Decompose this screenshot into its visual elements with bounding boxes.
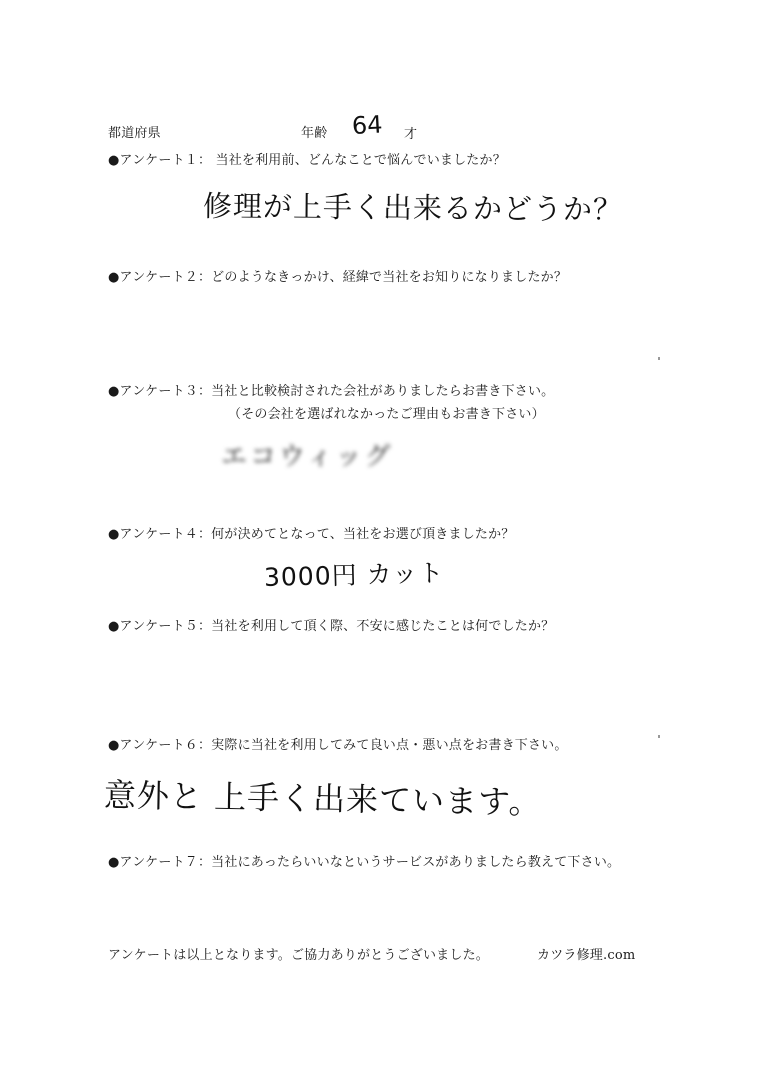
age-value: 64 [351,110,384,140]
age-label: 年齢 [301,126,328,141]
question-1-label: ●アンケート１： 当社を利用前、どんなことで悩んでいましたか？ [108,153,506,168]
footer-thanks: アンケートは以上となります。ご協力ありがとうございました。 [108,948,489,963]
answer-4: 3000円 カット [263,558,445,592]
scan-speck [658,357,660,360]
question-3-subnote: （その会社を選ばれなかったご理由もお書き下さい） [228,407,545,422]
question-2-label: ●アンケート２：どのようなきっかけ、経緯で当社をお知りになりましたか？ [108,270,568,285]
answer-1: 修理が上手く出来るかどうか？ [202,189,624,227]
prefecture-label: 都道府県 [108,126,161,141]
question-3-label: ●アンケート３：当社と比較検討された会社がありましたらお書き下さい。 [108,384,555,399]
age-suffix: 才 [404,127,418,142]
answer-6: 意外と 上手く出来ています。 [103,776,542,822]
footer-brand: カツラ修理.com [537,948,636,963]
question-6-label: ●アンケート６：実際に当社を利用してみて良い点・悪い点をお書き下さい。 [108,738,568,753]
scan-speck [658,735,660,738]
question-4-label: ●アンケート４：何が決めてとなって、当社をお選び頂きましたか？ [108,527,515,542]
question-5-label: ●アンケート５：当社を利用して頂く際、不安に感じたことは何でしたか？ [108,619,555,634]
question-7-label: ●アンケート７：当社にあったらいいなというサービスがありましたら教えて下さい。 [108,855,621,870]
answer-3-redacted: エコウィッグ [221,442,394,472]
